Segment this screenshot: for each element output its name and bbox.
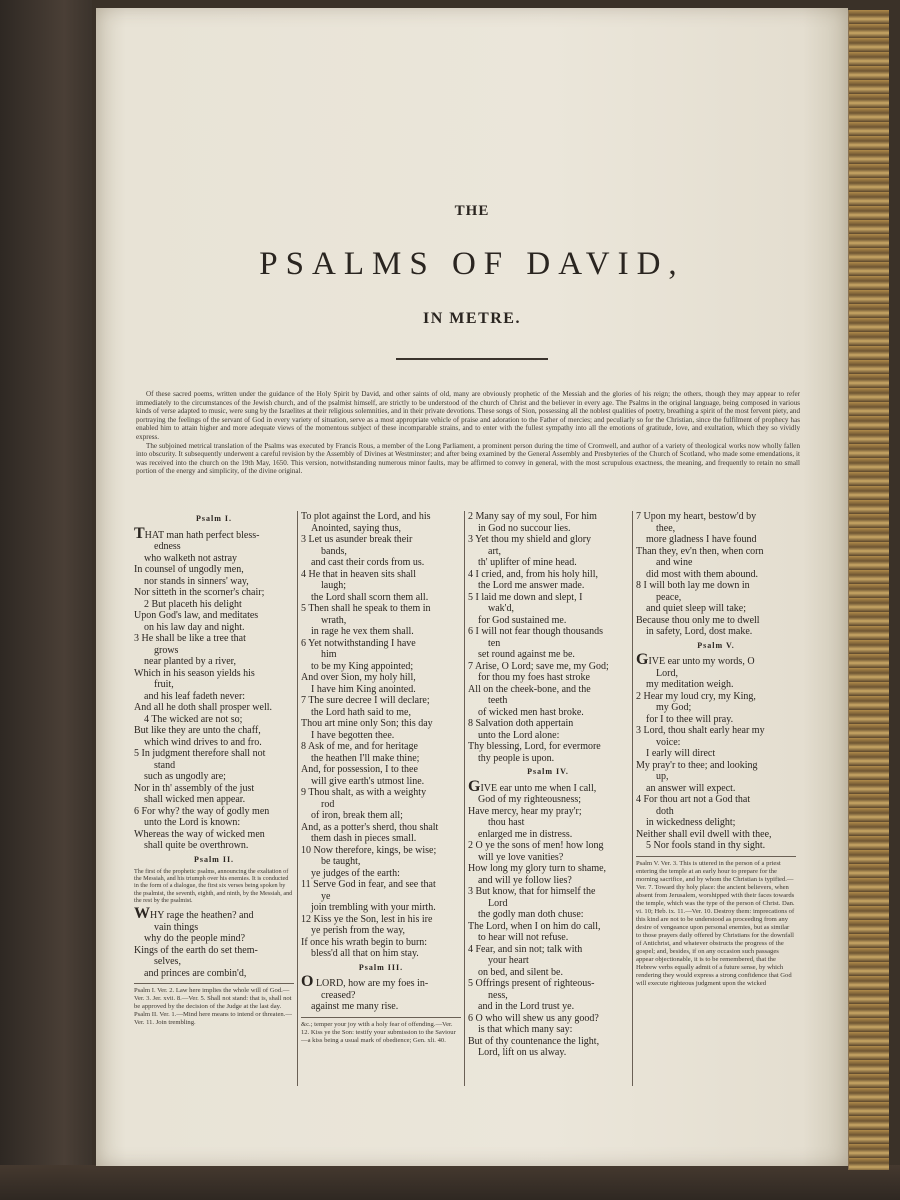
verse-line: Nor sitteth in the scorner's chair; — [134, 587, 265, 598]
verse-line: an answer will expect. — [646, 782, 736, 794]
verse-line-text: HY rage the heathen? and — [150, 910, 254, 922]
verse-line: is that which many say: — [478, 1024, 573, 1035]
verse-line: in wickedness delight; — [646, 817, 736, 828]
verse-line: against me many rise. — [311, 1001, 399, 1012]
verse-block — [468, 777, 628, 1059]
verse-line: will ye love vanities? — [478, 851, 564, 863]
verse-line: 6 I will not fear though thousands — [468, 626, 603, 637]
verse-line: in God no succour lies. — [478, 522, 571, 534]
verse-line: 6 O who will shew us any good? — [468, 1012, 599, 1024]
footnote: Psalm I. Ver. 2. Law here implies the whole will of God.—Ver. 3. Jer. xvii. 8.—Ver. 5. Shall not stand: that is, shall not be approved by the decision of the Judge at the last day. Psalm II. Ver. 1.—Mind here means to intend or threaten.—Ver. 11. Join trembling. — [134, 983, 294, 1027]
verse-line: of wicked men hast broke. — [478, 706, 584, 718]
verse-line-text: LORD, how are my foes in- — [313, 978, 429, 989]
verse-line: stand — [154, 759, 176, 771]
verse-line: voice: — [656, 736, 681, 748]
verse-line: In counsel of ungodly men, — [134, 564, 244, 575]
verse-line: in safety, Lord, dost make. — [646, 626, 753, 637]
verse-line: for thou my foes hast stroke — [478, 672, 590, 683]
verse-line: did most with them abound. — [646, 568, 758, 580]
verse-line: If once his wrath begin to burn: — [301, 936, 428, 948]
title-article: THE — [454, 203, 490, 219]
verse-line: teeth — [488, 695, 508, 706]
verse-line: Thy blessing, Lord, for evermore — [468, 741, 601, 752]
verse-line: 4 The wicked are not so; — [144, 713, 243, 725]
verse-line: art, — [488, 545, 502, 557]
verse-line: And, as a potter's sherd, thou shalt — [301, 821, 439, 833]
verse-line: 7 Arise, O Lord; save me, my God; — [468, 660, 609, 672]
verse-line — [301, 973, 461, 990]
column-1 — [134, 511, 294, 1107]
verse-line: 8 I will both lay me down in — [636, 580, 750, 591]
psalm-argument: The first of the prophetic psalms, announcing the exaltation of the Messiah, and his triumph over his enemies. It is conducted in the form of a dialogue, the first six verses being spoken by the psalmist, the seventh, eighth, and ninth, by the Messiah, and the rest by the psalmist. — [134, 868, 293, 904]
psalm-heading: Psalm II. — [193, 854, 235, 864]
verse-line: ye judges of the earth: — [311, 867, 400, 879]
verse-line: Neither shall evil dwell with thee, — [636, 828, 772, 840]
verse-block — [301, 511, 461, 960]
verse-line: 9 Thou shalt, as with a weighty — [301, 787, 427, 798]
verse-line: creased? — [321, 989, 356, 1001]
verse-line: which wind drives to and fro. — [144, 736, 262, 748]
verse-line: My pray'r to thee; and looking — [636, 759, 758, 771]
verse-line: Which in his season yields his — [134, 667, 255, 679]
verse-line: 3 Yet thou my shield and glory — [468, 534, 592, 545]
verse-line: 2 Hear my loud cry, my King, — [636, 690, 756, 702]
verse-line: 10 Now therefore, kings, be wise; — [301, 844, 437, 856]
verse-line: edness — [154, 541, 181, 552]
verse-line: All on the cheek-bone, and the — [468, 683, 591, 695]
verse-line-text: IVE ear unto my words, O — [648, 656, 755, 667]
verse-line: grows — [154, 644, 179, 656]
column-2 — [301, 511, 461, 1107]
verse-line: 5 Then shall he speak to them in — [301, 603, 431, 614]
verse-line: And, for possession, I to thee — [301, 764, 418, 775]
drop-cap: O — [301, 973, 314, 990]
verse-line: 6 Yet notwithstanding I have — [301, 637, 416, 649]
verse-line: the heathen I'll make thine; — [311, 752, 420, 764]
page-subtitle: IN METRE. — [423, 310, 521, 327]
verse-line: will give earth's utmost line. — [311, 775, 425, 787]
verse-line: on bed, and silent be. — [478, 966, 563, 978]
verse-line: wak'd, — [488, 603, 514, 614]
gilt-page-edge — [848, 10, 889, 1170]
introduction — [136, 390, 800, 476]
verse-line: ten — [488, 637, 501, 649]
verse-line: fruit, — [154, 679, 174, 690]
verse-line: on his law day and night. — [144, 621, 245, 633]
verse-line: to be my King appointed; — [311, 660, 414, 672]
verse-line: the Lord hath said to me, — [311, 706, 411, 718]
verse-line: them dash in pieces small. — [311, 833, 417, 844]
verse-block — [134, 905, 294, 979]
verse-line-text: IVE ear unto me when I call, — [480, 782, 597, 794]
verse-line: Thou art mine only Son; this day — [301, 718, 433, 729]
verse-line: But of thy countenance the light, — [468, 1035, 600, 1047]
verse-line: nor stands in sinners' way, — [144, 575, 249, 587]
verse-block — [636, 511, 796, 638]
verse-line: Have mercy, hear my pray'r; — [468, 805, 582, 817]
verse-line: shall wicked men appear. — [144, 794, 246, 805]
verse-block — [301, 973, 461, 1013]
verse-line: Anointed, saying thus, — [311, 522, 401, 534]
verse-line: in rage he vex them shall. — [311, 626, 414, 637]
verse-line: 3 But know, that for himself the — [468, 886, 596, 897]
psalm-heading: Psalm IV. — [527, 767, 569, 776]
verse-line: who walketh not astray — [144, 552, 238, 564]
verse-line: and his leaf fadeth never: — [144, 690, 246, 702]
verse-line: And all he doth shall prosper well. — [134, 702, 273, 713]
verse-line: 4 He that in heaven sits shall — [301, 568, 416, 580]
verse-line: Than they, ev'n then, when corn — [636, 545, 764, 557]
verse-line: But like they are unto the chaff, — [134, 725, 261, 736]
verse-line: for God sustained me. — [478, 614, 567, 626]
verse-line: I have him King anointed. — [311, 683, 416, 695]
verse-line: 4 For thou art not a God that — [636, 794, 751, 805]
page-title: PSALMS OF DAVID, — [259, 246, 685, 282]
column-3 — [468, 511, 628, 1107]
verse-line: why do the people mind? — [144, 933, 246, 945]
verse-line: Whereas the way of wicked men — [134, 828, 265, 840]
verse-line: thee, — [656, 522, 676, 534]
column-divider — [464, 511, 465, 1086]
title-rule — [396, 358, 548, 360]
verse-line: and wine — [656, 557, 693, 568]
verse-block — [468, 511, 628, 764]
verse-line: and will ye follow lies? — [478, 874, 572, 886]
footnote: Psalm V. Ver. 3. This is uttered in the person of a priest entering the temple at an early hour to prepare for the morning sacrifice, and by whom the Christian is typified.—Ver. 7. Toward thy holy place: the ancient believers, when absent from Jerusalem, worshipped with their faces towards the temple, which was the type of the person of Christ. Dan. vi. 10; Heb. ix. 11.—Ver. 10. Destroy them: imprecations of this kind are not to be understood as proceeding from any desire of vengeance upon personal enemies, but as similar to those prayers daily offered by Christians for the downfall of Antichrist, and whatever obstructs the progress of the gospel; and, besides, if on any occasion such passages appear objectionable, it is to be remembered, that the Hebrew verbs equally admit of a future sense, by which rendering they would express a strong confidence that God will execute righteous judgment upon the wicked — [636, 856, 796, 988]
verse-line: the Lord me answer made. — [478, 580, 585, 591]
verse-line: unto the Lord is known: — [144, 817, 241, 828]
verse-block — [636, 651, 796, 852]
book-page — [96, 8, 848, 1166]
verse-line: 8 Ask of me, and for heritage — [301, 741, 418, 752]
verse-line: him — [321, 649, 337, 660]
verse-line: Nor in th' assembly of the just — [134, 782, 255, 794]
column-4 — [636, 511, 796, 1107]
verse-line: The Lord, when I on him do call, — [468, 920, 601, 932]
verse-line: enlarged me in distress. — [478, 828, 573, 840]
intro-paragraph-1: Of these sacred poems, written under the guidance of the Holy Spirit by David, and other saints of old, many are obviously prophetic of the Messiah and the glories of his reign; the others, though they may appear to refer immediately to the circumstances of the Jewish church, and of the psalmist himself, are strictly to be understood of the church of Christ and the believer in every age. The Psalms in the original language, being composed in various kinds of verse adapted to music, were sung by the Israelites at their religious solemnities, and in their private devotions. These songs of Sion, possessing all the noblest qualities of poetry, breathing a spirit of the most fervent piety, and portraying the feelings of the servant of God in every variety of situation, serve as a most appropriate vehicle of praise and adoration to the Father of mercies; and peculiarly so for the Christian, since the fulfilment of prophecy has enabled him to attain higher and more adequate views of the momentous subject of these incomparable strains, and to enter with the fullest sympathy into all the emotions of gratitude, love, and exultation, which they so vividly express. — [136, 390, 800, 441]
verse-line — [636, 651, 796, 668]
column-divider — [297, 511, 298, 1086]
verse-line: the Lord shall scorn them all. — [311, 591, 429, 603]
verse-line: Lord, lift on us alway. — [478, 1047, 567, 1058]
column-divider — [632, 511, 633, 1086]
drop-cap: T — [134, 524, 145, 542]
verse-line: I early will direct — [646, 748, 716, 759]
verse-line — [468, 777, 628, 795]
verse-line: and princes are combin'd, — [144, 967, 247, 979]
verse-line: 5 Offrings present of righteous- — [468, 978, 595, 989]
verse-line: my meditation weigh. — [646, 679, 734, 690]
verse-line: 3 Let us asunder break their — [301, 534, 413, 545]
verse-line: ye perish from the way, — [311, 925, 406, 936]
verse-line: to hear will not refuse. — [478, 932, 569, 943]
verse-line: more gladness I have found — [646, 534, 757, 545]
verse-line: shall quite be overthrown. — [144, 840, 249, 851]
verse-line: my God; — [656, 702, 692, 713]
psalm-heading: Psalm V. — [697, 640, 735, 650]
verse-line: vain things — [154, 921, 199, 933]
verse-line: set round against me be. — [478, 649, 575, 660]
verse-line: 4 Fear, and sin not; talk with — [468, 943, 583, 955]
verse-line: 4 I cried, and, from his holy hill, — [468, 568, 598, 580]
verse-line: ness, — [488, 989, 508, 1001]
verse-line: of iron, break them all; — [311, 810, 403, 821]
verse-line: 3 He shall be like a tree that — [134, 633, 246, 644]
drop-cap: W — [134, 905, 150, 923]
verse-line: laugh; — [321, 580, 346, 591]
verse-line: your heart — [488, 955, 529, 966]
verse-line: join trembling with your mirth. — [311, 902, 436, 913]
drop-cap: G — [636, 651, 649, 668]
verse-line: rod — [321, 798, 335, 810]
verse-line: Lord, — [656, 667, 678, 679]
verse-line: 2 But placeth his delight — [144, 598, 242, 610]
verse-line: wrath, — [321, 614, 347, 626]
verse-line — [134, 524, 294, 542]
verse-line: ye — [321, 890, 331, 902]
verse-line: near planted by a river, — [144, 656, 237, 667]
verse-line: and cast their cords from us. — [311, 557, 425, 568]
verse-line: 7 Upon my heart, bestow'd by — [636, 511, 757, 522]
verse-line: selves, — [154, 956, 181, 968]
drop-cap: G — [468, 777, 481, 795]
verse-line: up, — [656, 771, 669, 782]
psalm-heading: Psalm I. — [196, 514, 232, 523]
verse-line: th' uplifter of mine head. — [478, 557, 577, 568]
verse-line: God of my righteousness; — [478, 794, 582, 805]
verse-line: doth — [656, 805, 674, 817]
verse-line: How long my glory turn to shame, — [468, 863, 607, 874]
verse-line: and in the Lord trust ye. — [478, 1001, 575, 1012]
verse-line: And over Sion, my holy hill, — [301, 672, 416, 683]
verse-line: I have begotten thee. — [311, 729, 395, 741]
verse-line: such as ungodly are; — [144, 771, 226, 782]
psalm-heading: Psalm III. — [358, 962, 404, 972]
verse-line: Upon God's law, and meditates — [134, 610, 259, 621]
verse-line: 5 In judgment therefore shall not — [134, 748, 266, 759]
verse-line — [134, 905, 294, 923]
verse-line: Kings of the earth do set them- — [134, 944, 258, 956]
verse-line: Because thou only me to dwell — [636, 614, 760, 626]
verse-line: 2 O ye the sons of men! how long — [468, 840, 604, 851]
verse-line: 12 Kiss ye the Son, lest in his ire — [301, 913, 433, 925]
verse-line: bless'd all that on him stay. — [311, 948, 419, 959]
verse-line: 11 Serve God in fear, and see that — [301, 879, 436, 890]
verse-line: 5 I laid me down and slept, I — [468, 591, 583, 603]
verse-line: peace, — [656, 591, 682, 603]
verse-line: the godly man doth chuse: — [478, 909, 584, 920]
verse-line: thou hast — [488, 817, 525, 828]
verse-line: 2 Many say of my soul, For him — [468, 511, 597, 522]
intro-paragraph-2: The subjoined metrical translation of the Psalms was executed by Francis Rous, a member of the Long Parliament, a prominent person during the time of Cromwell, and author of a variety of theological works now wholly fallen into obscurity. It subsequently underwent a careful revision by the Assembly of Divines at Westminster; and after being examined by the General Assembly and Presbyteries of the Church of Scotland, who made some emendations, it was received into the church on the 19th May, 1650. This version, notwithstanding numerous minor faults, may be affirmed to convey in general, with the most scrupulous exactness, the meaning, and frequently to retain no small portion of the energy and simplicity, of the divine original. — [136, 441, 800, 476]
book-cover-left — [0, 0, 92, 1200]
verse-line: 7 The sure decree I will declare; — [301, 695, 430, 706]
verse-line: unto the Lord alone: — [478, 729, 560, 741]
verse-line: 8 Salvation doth appertain — [468, 718, 574, 729]
verse-line: bands, — [321, 545, 347, 557]
verse-line: 3 Lord, thou shalt early hear my — [636, 725, 765, 736]
verse-line: To plot against the Lord, and his — [301, 511, 431, 522]
book-cover-bottom — [0, 1165, 900, 1200]
verse-line: for I to thee will pray. — [646, 713, 734, 725]
verse-line: Lord — [488, 897, 508, 909]
verse-line: 6 For why? the way of godly men — [134, 805, 270, 817]
verse-line: and quiet sleep will take; — [646, 603, 746, 614]
verse-block — [134, 524, 294, 852]
verse-line: thy people is upon. — [478, 752, 555, 764]
footnote: &c.; temper your joy with a holy fear of offending.—Ver. 12. Kiss ye the Son: testify your submission to the Saviour—a kiss being a usual mark of obedience; Gen. xli. 40. — [301, 1017, 461, 1045]
verse-line-text: HAT man hath perfect bless- — [144, 529, 260, 541]
verse-line: 5 Nor fools stand in thy sight. — [646, 840, 766, 851]
verse-line: be taught, — [321, 856, 361, 867]
